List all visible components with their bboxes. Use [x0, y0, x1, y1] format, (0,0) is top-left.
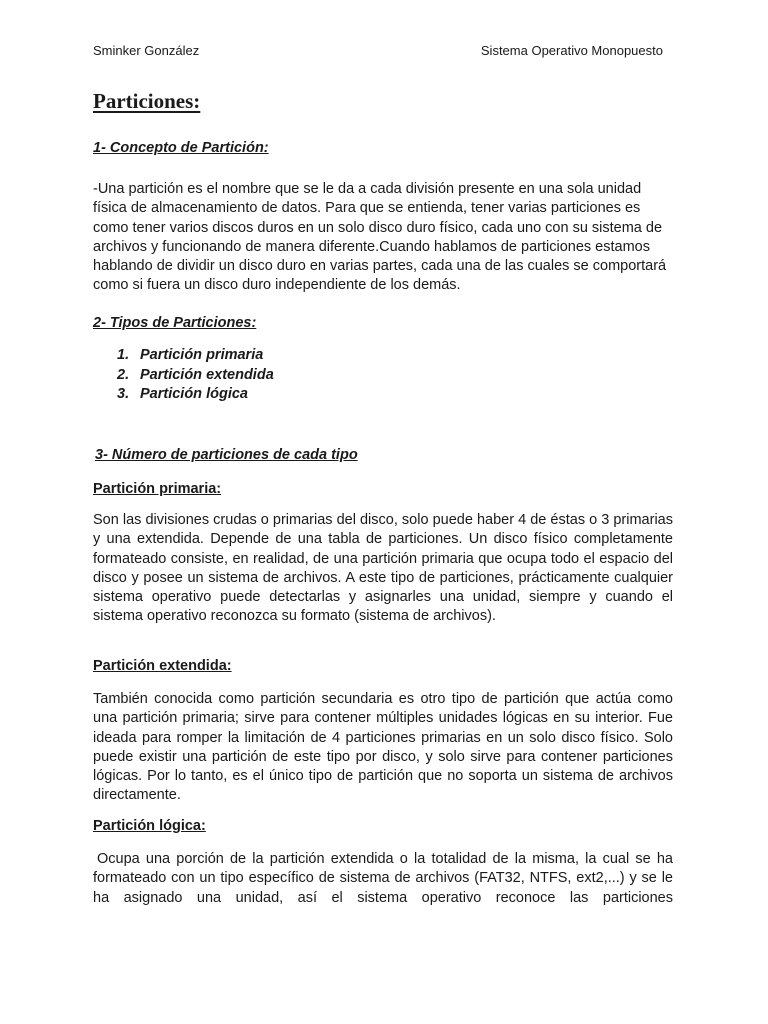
- section-heading-numero: 3- Número de particiones de cada tipo: [95, 447, 358, 463]
- list-item-label: Partición lógica: [140, 386, 248, 402]
- extendida-paragraph: También conocida como partición secundaria es otro tipo de partición que actúa como una partición primaria; sirve para contener múltiples unidades lógicas en su interior. Fue ideada para romper la limitación de 4 particiones primarias en un solo disco físico. Solo puede existir una partición de este tipo por disco, y solo sirve para contener particiones lógicas. Por lo tanto, es el único tipo de partición que no soporta un sistema de archivos directamente.: [93, 691, 673, 804]
- subheading-extendida: Partición extendida:: [93, 658, 232, 674]
- concepto-paragraph: -Una partición es el nombre que se le da a cada división presente en una sola unidad física de almacenamiento de datos. Para que se entienda, tener varias particiones es como tener varios discos duros en un solo disco duro físico, cada uno con su sistema de archivos y funcionando de manera diferente.Cuando hablamos de particiones estamos hablando de dividir un disco duro en varias partes, cada una de las cuales se comportará como si fuera un disco duro independiente de los demás.: [93, 181, 667, 294]
- document-title: Particiones:: [93, 89, 201, 113]
- header-author: Sminker González: [93, 43, 200, 58]
- list-item: [117, 366, 274, 386]
- list-item: [117, 346, 274, 366]
- list-number: 3.: [117, 386, 130, 402]
- list-item: [117, 385, 274, 405]
- subheading-logica: Partición lógica:: [93, 818, 206, 834]
- section-heading-concepto: 1- Concepto de Partición:: [93, 140, 269, 156]
- logica-paragraph: Ocupa una porción de la partición extendida o la totalidad de la misma, la cual se ha formateado con un tipo específico de sistema de archivos (FAT32, NTFS, ext2,...) y se le ha asignado una unidad, así el sistema operativo reconoce las particiones: [93, 851, 673, 906]
- list-item-label: Partición extendida: [140, 366, 274, 383]
- primaria-paragraph: Son las divisiones crudas o primarias del disco, solo puede haber 4 de éstas o 3 primarias y una extendida. Depende de una tabla de particiones. Un disco físico completamente formateado consiste, en realidad, de una partición primaria que ocupa todo el espacio del disco y posee un sistema de archivos. A este tipo de particiones, prácticamente cualquier sistema operativo puede detectarlas y asignarles una unidad, siempre y cuando el sistema operativo reconozca su formato (sistema de archivos).: [93, 512, 673, 625]
- list-number: 2.: [117, 366, 130, 383]
- list-number: 1.: [117, 347, 130, 363]
- page-header: [93, 43, 663, 61]
- header-subject: Sistema Operativo Monopuesto: [480, 43, 663, 58]
- subheading-primaria: Partición primaria:: [93, 481, 222, 497]
- list-item-label: Partición primaria: [140, 347, 264, 363]
- section-heading-tipos: 2- Tipos de Particiones:: [93, 315, 257, 331]
- tipos-list: [117, 346, 274, 405]
